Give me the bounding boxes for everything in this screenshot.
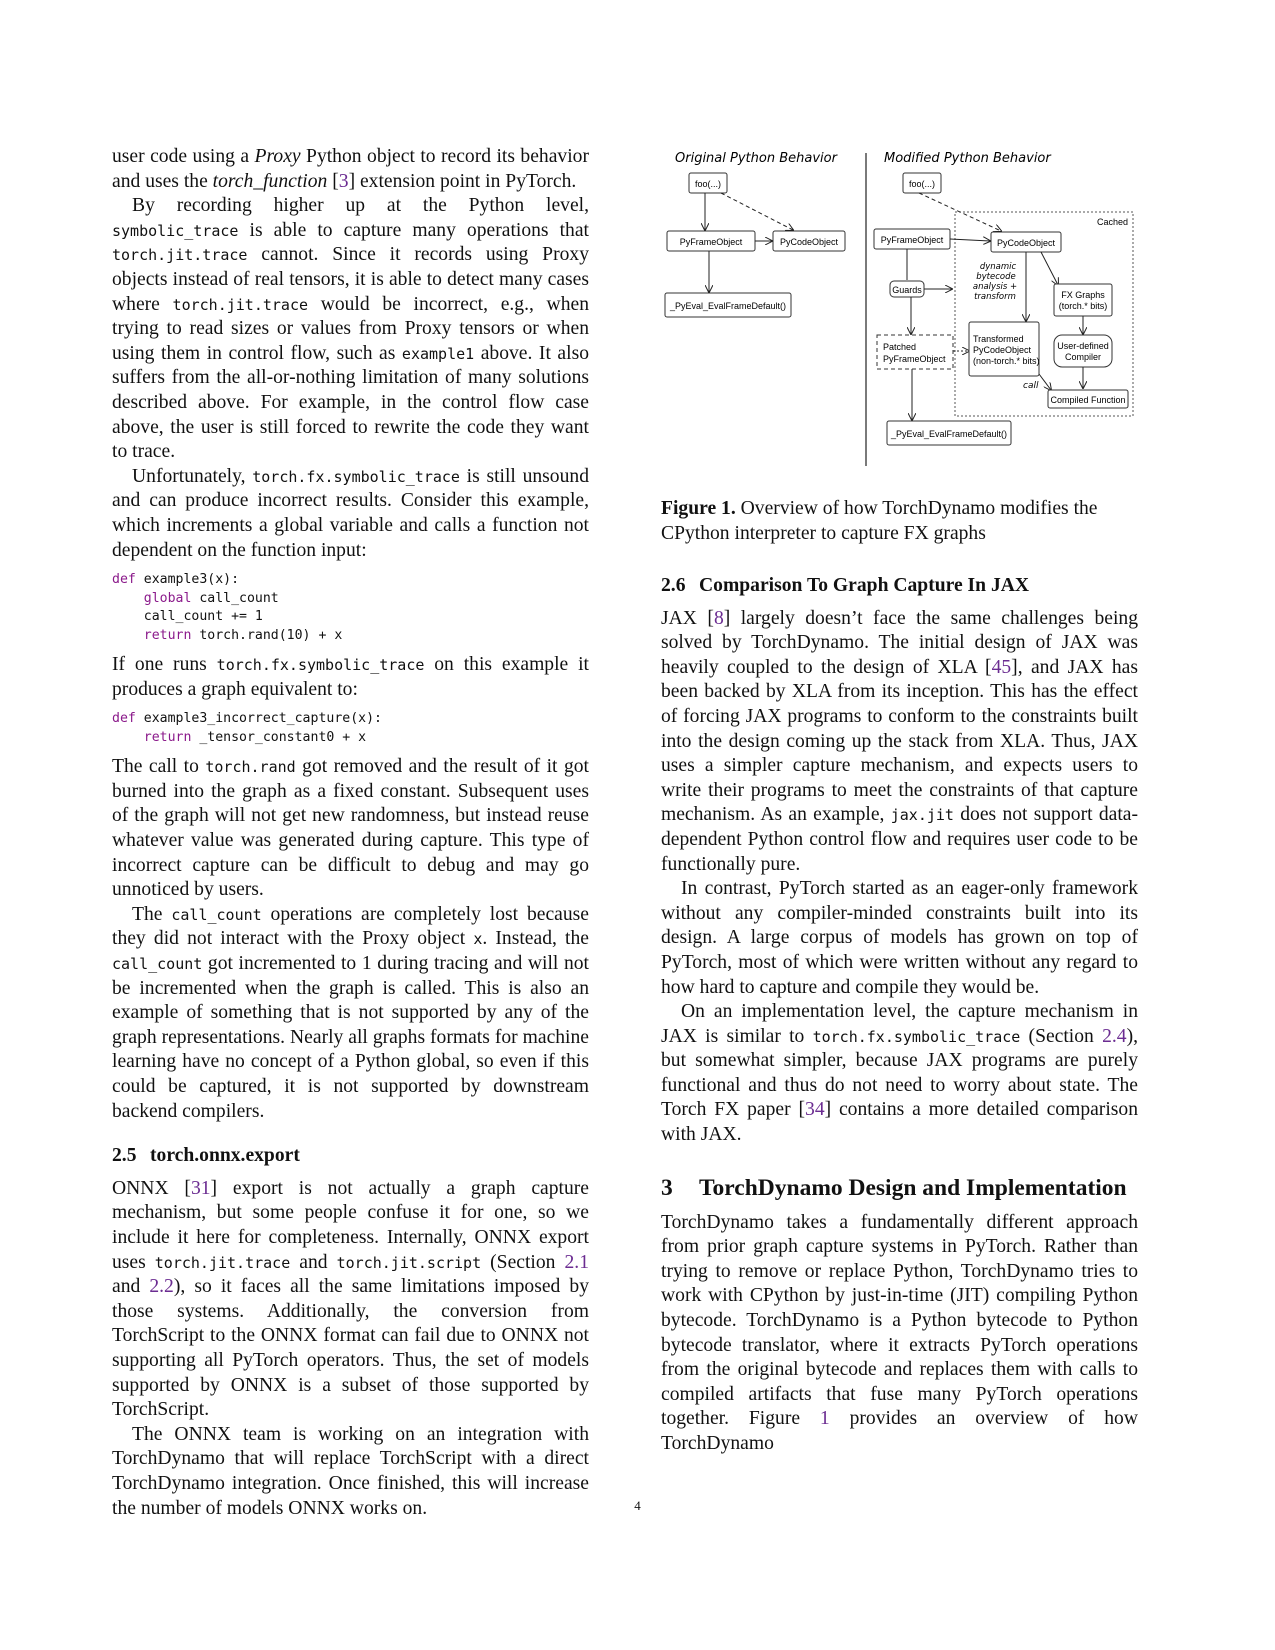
- section-heading: 2.6 Comparison To Graph Capture In JAX: [661, 575, 1030, 596]
- section-link[interactable]: 2.1: [564, 1251, 589, 1273]
- svg-text:Compiler: Compiler: [1064, 352, 1102, 362]
- section-heading: 3 TorchDynamo Design and Implementation: [661, 1174, 1127, 1201]
- page-number: 4: [634, 1498, 641, 1513]
- right-panel-title: Modified Python Behavior: [884, 151, 1051, 166]
- left-panel-title: Original Python Behavior: [675, 151, 837, 166]
- figure-link[interactable]: 1: [819, 1408, 830, 1430]
- right-column: [661, 574, 1138, 1457]
- citation-link[interactable]: 45: [991, 656, 1012, 678]
- svg-text:PyFrameObject: PyFrameObject: [880, 235, 944, 245]
- svg-text:Guards: Guards: [892, 285, 922, 295]
- svg-text:PyCodeObject: PyCodeObject: [996, 238, 1056, 248]
- svg-text:foo(...): foo(...): [908, 179, 936, 189]
- svg-text:PyFrameObject: PyFrameObject: [679, 237, 743, 247]
- svg-text:PyCodeObject: PyCodeObject: [779, 237, 839, 247]
- citation-link[interactable]: 8: [713, 607, 724, 629]
- svg-text:Transformed: Transformed: [973, 334, 1024, 344]
- cached-label: Cached: [1096, 217, 1128, 227]
- svg-text:transform: transform: [974, 292, 1016, 302]
- fx-graphs-box: [1054, 284, 1112, 316]
- left-column: [112, 145, 589, 1521]
- paragraph: TorchDynamo takes a fundamentally different approach from prior graph capture systems in PyTorch. Rather than trying to remove or replace Python, TorchDynamo tries to work with CPython by just-in-time (JIT) compiling Python bytecode. TorchDynamo is a Python bytecode to Python bytecode translator, where it extracts PyTorch operations from the original bytecode and replaces them with calls to compiled artifacts that fuse many PyTorch operations together. Figure 1 provides an overview of how TorchDynamo: [661, 1211, 1139, 1454]
- svg-text:bytecode: bytecode: [976, 272, 1016, 282]
- svg-text:PyCodeObject: PyCodeObject: [973, 345, 1032, 355]
- paragraph: JAX [8] largely doesn’t face the same challenges being solved by TorchDynamo. The initial design of JAX was heavily coupled to the design of XLA [45], and JAX has been backed by XLA from its inception. This has the effect of forcing JAX programs to conform to the constraints built into the design coming up the stack from XLA. Thus, JAX uses a simpler capture mechanism, and expects users to write their programs to meet the constraints of that capture mechanism. As an example, jax.jit does not support data-dependent Python control flow and requires user code to be functionally pure.: [661, 607, 1139, 875]
- citation-link[interactable]: 3: [338, 170, 349, 192]
- code-block: def example3(x): global call_count call_count += 1 return torch.rand(10) + x: [112, 572, 343, 643]
- svg-text:User-defined: User-defined: [1057, 341, 1109, 351]
- svg-text:PyFrameObject: PyFrameObject: [883, 354, 946, 364]
- svg-text:call: call: [1023, 381, 1039, 391]
- paragraph: user code using a Proxy Python object to record its behavior and uses the torch_function [3] extension point in PyTorch.: [112, 146, 589, 192]
- paragraph: In contrast, PyTorch started as an eager-only framework without any compiler-minded constraints built into its design. A large corpus of models has grown on top of PyTorch, most of which were written without any regard to how hard to capture and compile they would be.: [661, 878, 1138, 998]
- section-heading: 2.5 torch.onnx.export: [112, 1145, 300, 1167]
- svg-text:analysis +: analysis +: [972, 282, 1018, 292]
- svg-text:Patched: Patched: [883, 342, 917, 352]
- paragraph: The ONNX team is working on an integration with TorchDynamo that will replace TorchScript with a direct TorchDynamo integration. Once finished, this will increase the number of models ONNX works on.: [112, 1423, 589, 1519]
- section-link[interactable]: 2.4: [1102, 1025, 1127, 1047]
- figure-1-diagram: [661, 148, 1156, 478]
- svg-text:foo(...): foo(...): [694, 179, 722, 189]
- code-block: def example3_incorrect_capture(x): return _tensor_constant0 + x: [112, 711, 382, 745]
- svg-text:_PyEval_EvalFrameDefault(): _PyEval_EvalFrameDefault(): [890, 429, 1008, 439]
- citation-link[interactable]: 31: [190, 1177, 211, 1199]
- citation-link[interactable]: 34: [805, 1099, 825, 1121]
- paragraph: ONNX [31] export is not actually a graph capture mechanism, but some people confuse it for one, so we include it here for completeness. Internally, ONNX export uses torch.jit.trace and torch.jit.script (Section 2.1 and 2.2), so it faces all the same limitations imposed by those systems. Additionally, the conversion from TorchScript to the ONNX format can fail due to ONNX not supporting all PyTorch operators. Thus, the set of models supported by ONNX is a subset of those supported by TorchScript.: [112, 1177, 589, 1421]
- svg-text:(non-torch.* bits): (non-torch.* bits): [973, 356, 1040, 366]
- section-link[interactable]: 2.2: [149, 1276, 174, 1298]
- svg-text:dynamic: dynamic: [979, 262, 1017, 272]
- paragraph: The call to torch.rand got removed and the result of it got burned into the graph as a fixed constant. Subsequent uses of the graph will not get new randomness, but instead reuse whatever value was generated during capture. This type of incorrect capture can be difficult to debug and may go unnoticed by users.: [112, 756, 589, 901]
- svg-text:Compiled Function: Compiled Function: [1050, 395, 1126, 405]
- svg-text:(torch.* bits): (torch.* bits): [1058, 301, 1108, 311]
- svg-text:FX Graphs: FX Graphs: [1061, 290, 1105, 300]
- paragraph: Unfortunately, torch.fx.symbolic_trace is still unsound and can produce incorrect results. Consider this example, which increments a global variable and calls a function not dependent on the function input:: [112, 465, 589, 561]
- svg-text:_PyEval_EvalFrameDefault(): _PyEval_EvalFrameDefault(): [669, 301, 787, 311]
- user-compiler-box: [1054, 335, 1112, 367]
- paragraph: By recording higher up at the Python level, symbolic_trace is able to capture many operations that torch.jit.trace cannot. Since it records using Proxy objects instead of real tensors, it is able to detect many cases where torch.jit.trace would be incorrect, e.g., when trying to read sizes or values from Proxy tensors or when using them in control flow, such as example1 above. It also suffers from the all-or-nothing limitation of many solutions described above. For example, in the control flow case above, the user is still forced to rewrite the code they want to trace.: [112, 195, 590, 463]
- paragraph: If one runs torch.fx.symbolic_trace on this example it produces a graph equivalent to:: [112, 654, 589, 700]
- paragraph: The call_count operations are completely lost because they did not interact with the Proxy object x. Instead, the call_count got incremented to 1 during tracing and will not be incremented when the graph is called. This is also an example of something that is not supported by any of the graph representations. Nearly all graphs formats for machine learning have no concept of a Python global, so even if this could be captured, it is not supported by downstream backend compilers.: [112, 903, 589, 1122]
- figure-caption: Figure 1. Overview of how TorchDynamo modifies the CPython interpreter to capture FX graphs: [661, 498, 1098, 544]
- paragraph: On an implementation level, the capture mechanism in JAX is similar to torch.fx.symbolic_trace (Section 2.4), but somewhat simpler, because JAX programs are purely functional and thus do not need to worry about state. The Torch FX paper [34] contains a more detailed comparison with JAX.: [661, 1001, 1139, 1146]
